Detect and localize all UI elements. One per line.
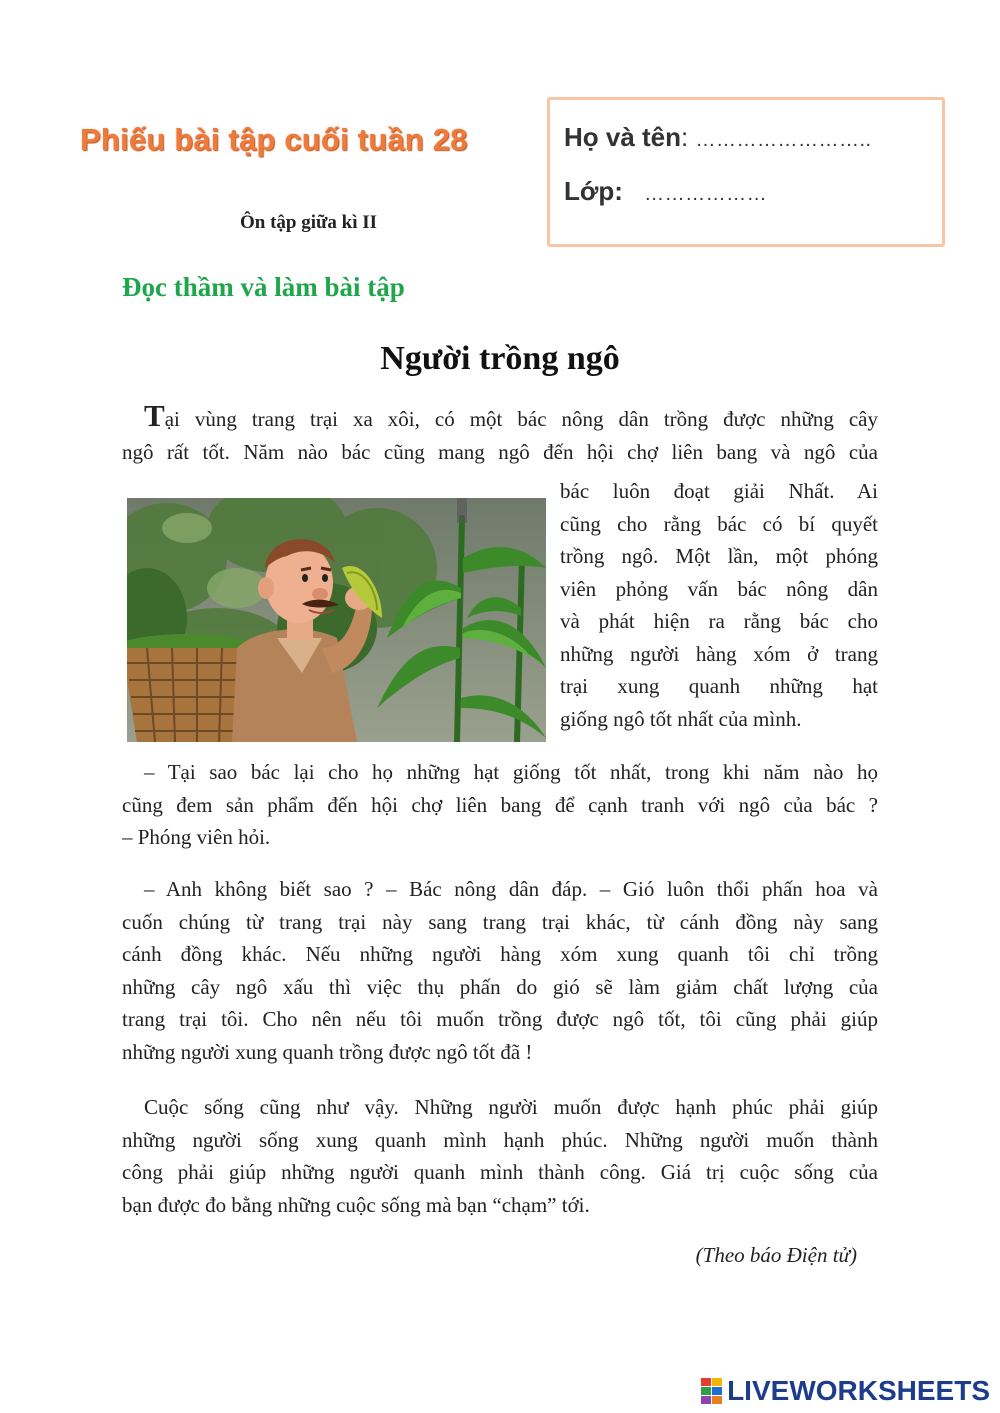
paragraph-line: trang trại tôi. Cho nên nếu tôi muốn trồng được ngô tốt, tôi cũng phải giúp xyxy=(122,1007,878,1031)
student-info-box xyxy=(547,97,945,247)
story-title: Người trồng ngô xyxy=(380,340,620,377)
paragraph-3 xyxy=(122,873,878,1068)
paragraph-1-top xyxy=(122,398,878,468)
paragraph-line: trồng ngô. Một lần, một phóng xyxy=(560,544,878,568)
drop-cap: T xyxy=(144,398,165,433)
paragraph-line: những cây ngô xấu thì việc thụ phấn do gió sẽ làm giảm chất lượng của xyxy=(122,974,878,999)
class-label: Lớp: xyxy=(564,176,623,206)
paragraph-line: trại xung quanh những hạt xyxy=(560,674,878,698)
paragraph-line: cũng cho rằng bác có bí quyết xyxy=(560,511,878,536)
paragraph-line: công phải giúp những người quanh mình thành công. Giá trị cuộc sống của xyxy=(122,1160,878,1184)
farmer-corn-illustration xyxy=(127,498,546,742)
paragraph-line: Cuộc sống cũng như vậy. Những người muốn được hạnh phúc phải giúp xyxy=(144,1095,878,1119)
paragraph-line: bác luôn đoạt giải Nhất. Ai xyxy=(560,479,878,503)
paragraph-line: ngô rất tốt. Năm nào bác cũng mang ngô đến hội chợ liên bang và ngô của xyxy=(122,439,878,464)
class-line xyxy=(564,176,767,207)
paragraph-line: bạn được đo bằng những cuộc sống mà bạn “chạm” tới. xyxy=(122,1192,590,1217)
paragraph-line: cuốn chúng từ trang trại này sang trang trại khác, từ cánh đồng này sang xyxy=(122,909,878,934)
name-blank[interactable]: …………………….. xyxy=(695,129,872,151)
name-line xyxy=(564,122,872,153)
worksheet-subtitle: Ôn tập giữa kì II xyxy=(240,212,378,233)
paragraph-line: những người hàng xóm ở trang xyxy=(560,641,878,666)
liveworksheets-logo[interactable] xyxy=(701,1375,990,1407)
paragraph-line: – Phóng viên hỏi. xyxy=(122,825,271,849)
paragraph-line: cánh đồng khác. Nếu những người hàng xóm xung quanh tôi chỉ trồng xyxy=(122,942,878,966)
worksheet-title: Phiếu bài tập cuối tuần 28 xyxy=(80,122,468,157)
paragraph-line: viên phỏng vấn bác nông dân xyxy=(560,576,878,601)
paragraph-line: những người sống xung quanh mình hạnh phúc. Những người muốn thành xyxy=(122,1127,878,1152)
liveworksheets-icon xyxy=(701,1378,723,1404)
name-label: Họ và tên xyxy=(564,122,682,152)
paragraph-1-side xyxy=(560,475,878,735)
paragraph-line: cũng đem sản phẩm đến hội chợ liên bang để cạnh tranh với ngô của bác ? xyxy=(122,792,878,817)
source-citation: (Theo báo Điện tử) xyxy=(695,1243,857,1267)
paragraph-line: và phát hiện ra rằng bác cho xyxy=(560,609,878,633)
paragraph-line: giống ngô tốt nhất của mình. xyxy=(560,706,802,731)
section-heading: Đọc thầm và làm bài tập xyxy=(122,272,405,302)
paragraph-line: – Anh không biết sao ? – Bác nông dân đáp. – Gió luôn thổi phấn hoa và xyxy=(144,877,878,901)
paragraph-2 xyxy=(122,756,878,854)
brand-name: LIVEWORKSHEETS xyxy=(727,1375,990,1406)
name-colon: : xyxy=(681,122,689,152)
class-blank[interactable]: ……………… xyxy=(644,183,768,205)
paragraph-line: Tại vùng trang trại xa xôi, có một bác nông dân trồng được những cây xyxy=(144,398,878,433)
paragraph-4 xyxy=(122,1091,878,1221)
paragraph-line: những người xung quanh trồng được ngô tốt đã ! xyxy=(122,1039,533,1064)
paragraph-line: – Tại sao bác lại cho họ những hạt giống tốt nhất, trong khi năm nào họ xyxy=(144,760,878,784)
